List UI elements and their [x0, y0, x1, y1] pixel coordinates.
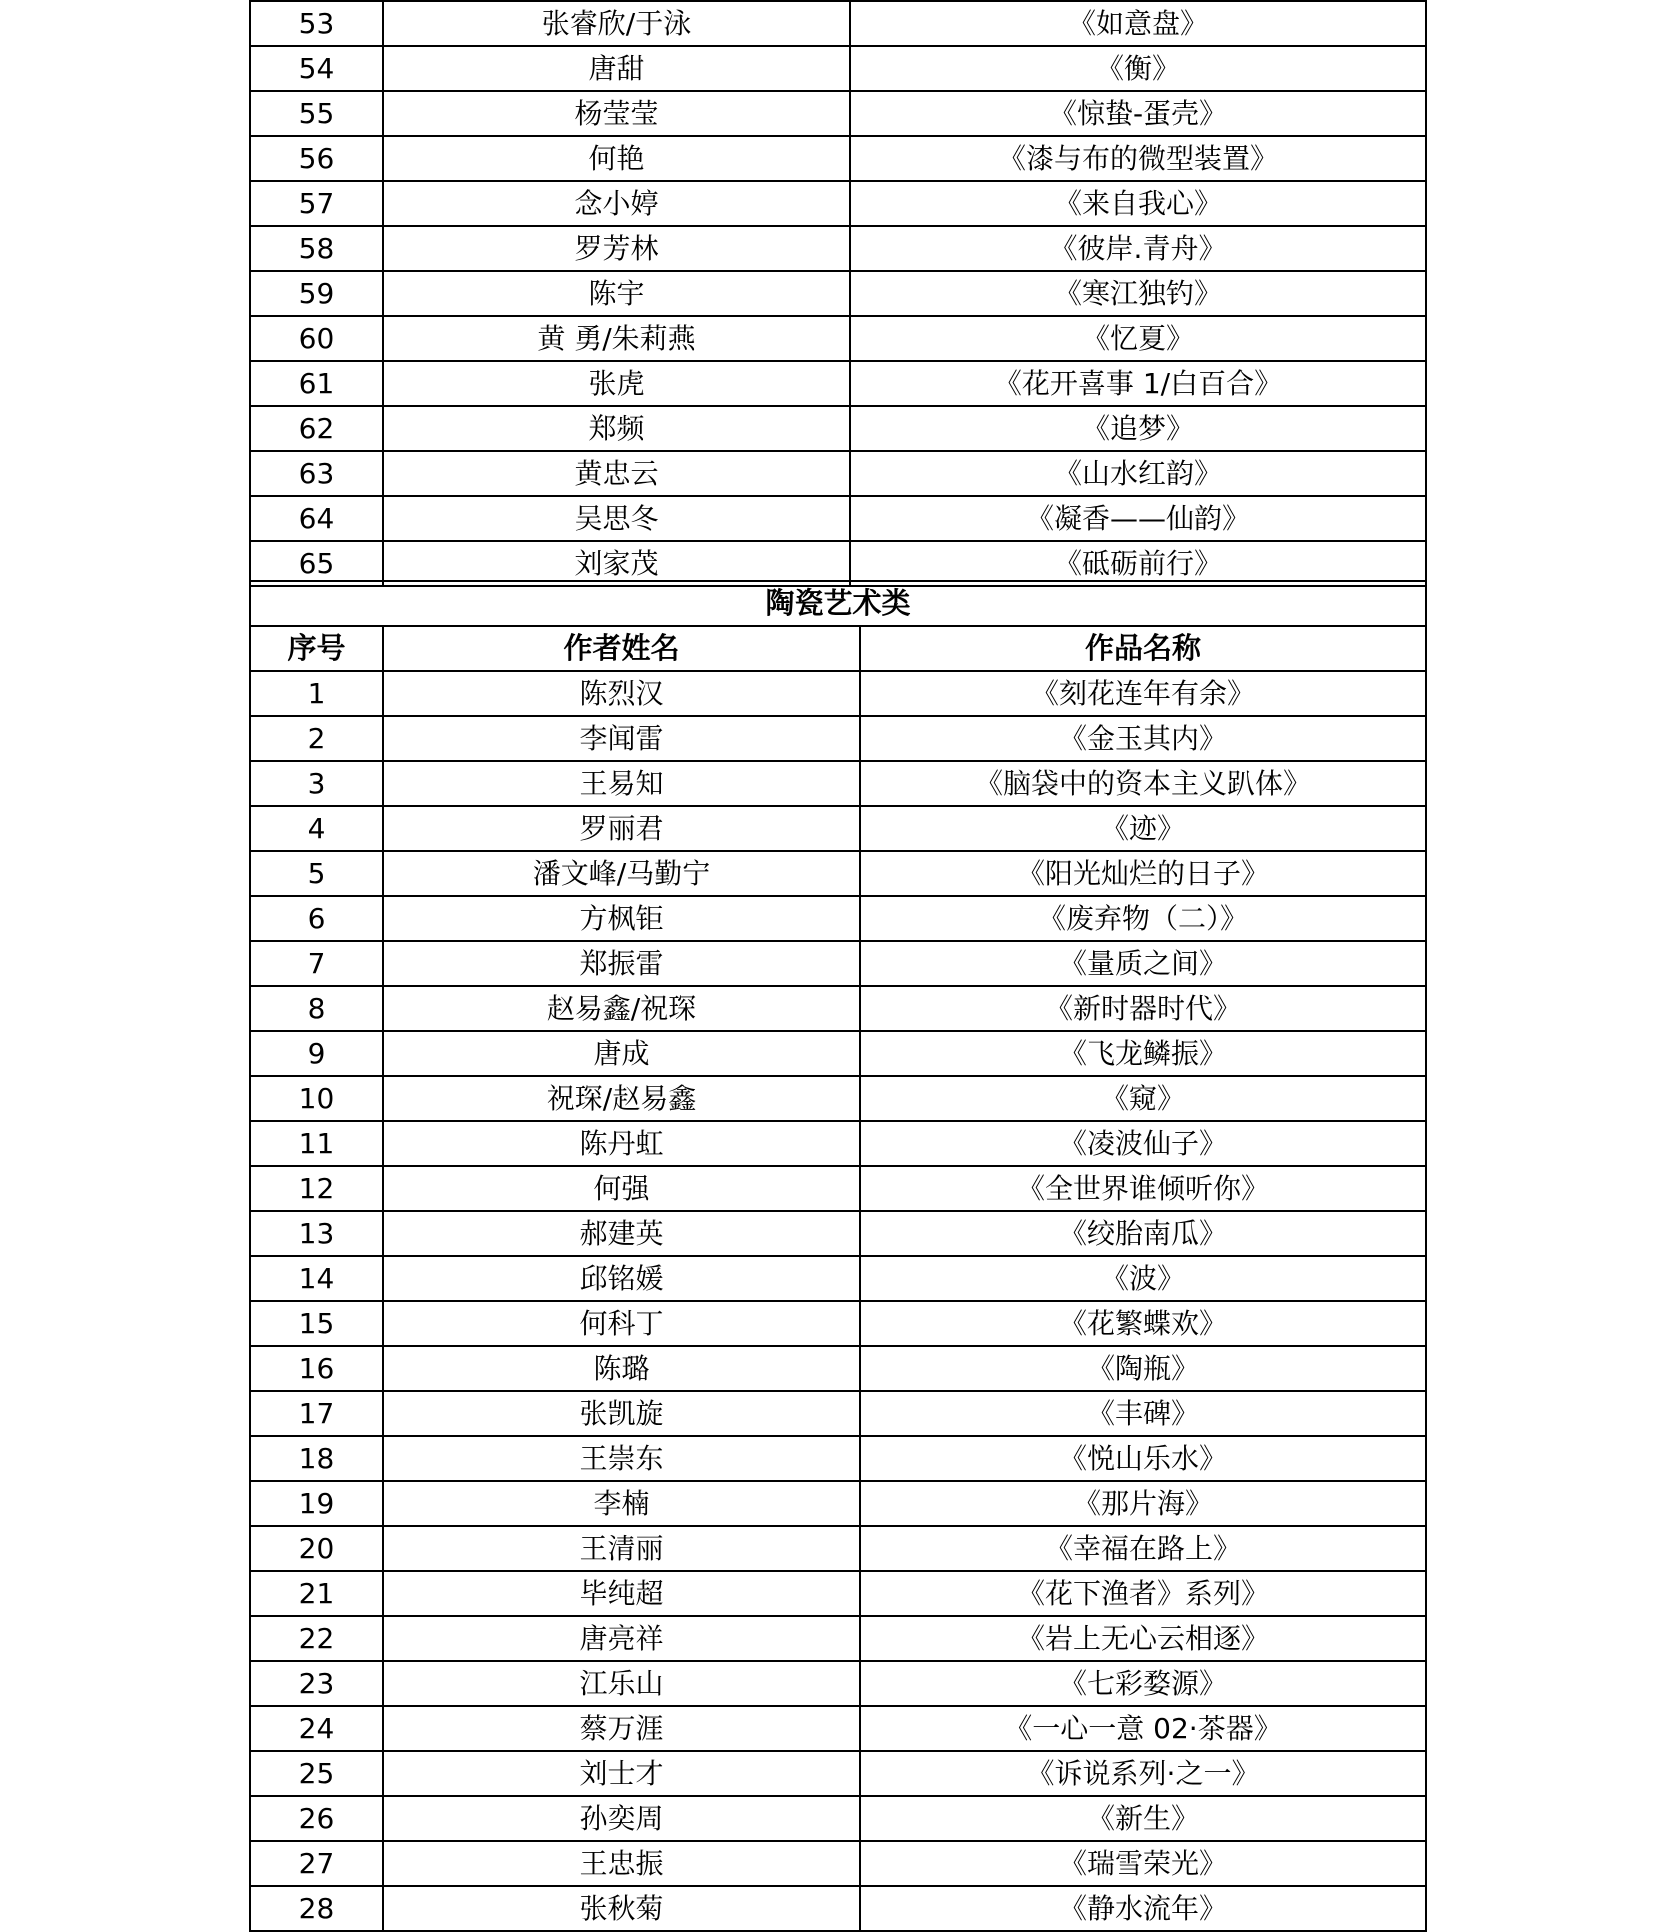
author-name: 何艳 [383, 136, 850, 181]
work-title: 《如意盘》 [850, 1, 1426, 46]
author-name: 王清丽 [383, 1526, 860, 1571]
work-title: 《新生》 [860, 1796, 1426, 1841]
table-row [250, 226, 1426, 271]
row-number: 57 [250, 181, 383, 226]
work-title: 《波》 [860, 1256, 1426, 1301]
section-title: 陶瓷艺术类 [250, 581, 1426, 626]
work-title: 《花繁蝶欢》 [860, 1301, 1426, 1346]
table-row [250, 136, 1426, 181]
row-number: 53 [250, 1, 383, 46]
row-number: 14 [250, 1256, 383, 1301]
row-number: 10 [250, 1076, 383, 1121]
row-number: 60 [250, 316, 383, 361]
table-row [250, 1796, 1426, 1841]
row-number: 64 [250, 496, 383, 541]
row-number: 21 [250, 1571, 383, 1616]
table-row [250, 46, 1426, 91]
author-name: 潘文峰/马勤宁 [383, 851, 860, 896]
table-row [250, 1571, 1426, 1616]
row-number: 63 [250, 451, 383, 496]
work-title: 《那片海》 [860, 1481, 1426, 1526]
awards-table-continued [249, 0, 1427, 587]
row-number: 26 [250, 1796, 383, 1841]
author-name: 孙奕周 [383, 1796, 860, 1841]
work-title: 《迹》 [860, 806, 1426, 851]
row-number: 2 [250, 716, 383, 761]
table-row [250, 1256, 1426, 1301]
row-number: 25 [250, 1751, 383, 1796]
table-row [250, 1706, 1426, 1751]
table-row [250, 1841, 1426, 1886]
row-number: 22 [250, 1616, 383, 1661]
author-name: 李闻雷 [383, 716, 860, 761]
work-title: 《静水流年》 [860, 1886, 1426, 1931]
work-title: 《绞胎南瓜》 [860, 1211, 1426, 1256]
work-title: 《陶瓶》 [860, 1346, 1426, 1391]
table-row [250, 806, 1426, 851]
work-title: 《悦山乐水》 [860, 1436, 1426, 1481]
row-number: 59 [250, 271, 383, 316]
work-title: 《阳光灿烂的日子》 [860, 851, 1426, 896]
work-title: 《废弃物（二）》 [860, 896, 1426, 941]
table-row [250, 761, 1426, 806]
table-row [250, 1346, 1426, 1391]
author-name: 唐甜 [383, 46, 850, 91]
row-number: 9 [250, 1031, 383, 1076]
ceramics-table [249, 580, 1427, 1932]
work-title: 《金玉其内》 [860, 716, 1426, 761]
row-number: 17 [250, 1391, 383, 1436]
table-row [250, 896, 1426, 941]
row-number: 24 [250, 1706, 383, 1751]
author-name: 何强 [383, 1166, 860, 1211]
author-name: 黄忠云 [383, 451, 850, 496]
author-name: 毕纯超 [383, 1571, 860, 1616]
work-title: 《岩上无心云相逐》 [860, 1616, 1426, 1661]
author-name: 杨莹莹 [383, 91, 850, 136]
author-name: 刘士才 [383, 1751, 860, 1796]
awards-table-body [250, 1, 1426, 586]
row-number: 56 [250, 136, 383, 181]
author-name: 陈丹虹 [383, 1121, 860, 1166]
table-row [250, 1436, 1426, 1481]
work-title: 《彼岸.青舟》 [850, 226, 1426, 271]
work-title: 《幸福在路上》 [860, 1526, 1426, 1571]
row-number: 62 [250, 406, 383, 451]
author-name: 祝琛/赵易鑫 [383, 1076, 860, 1121]
table-row [250, 671, 1426, 716]
author-name: 张睿欣/于泳 [383, 1, 850, 46]
author-name: 念小婷 [383, 181, 850, 226]
table-row [250, 1751, 1426, 1796]
table-row [250, 1301, 1426, 1346]
table-row [250, 1, 1426, 46]
row-number: 18 [250, 1436, 383, 1481]
work-title: 《丰碑》 [860, 1391, 1426, 1436]
author-name: 邱铭媛 [383, 1256, 860, 1301]
work-title: 《七彩婺源》 [860, 1661, 1426, 1706]
ceramics-table-body [250, 581, 1426, 1931]
work-title: 《量质之间》 [860, 941, 1426, 986]
table-row [250, 1211, 1426, 1256]
author-name: 郑振雷 [383, 941, 860, 986]
row-number: 27 [250, 1841, 383, 1886]
table-row [250, 1616, 1426, 1661]
table-row [250, 851, 1426, 896]
author-name: 方枫钜 [383, 896, 860, 941]
work-title: 《窥》 [860, 1076, 1426, 1121]
work-title: 《衡》 [850, 46, 1426, 91]
work-title: 《凌波仙子》 [860, 1121, 1426, 1166]
table-row [250, 1121, 1426, 1166]
row-number: 13 [250, 1211, 383, 1256]
work-title: 《花下渔者》系列》 [860, 1571, 1426, 1616]
author-name: 唐成 [383, 1031, 860, 1076]
work-title: 《山水红韵》 [850, 451, 1426, 496]
work-title: 《刻花连年有余》 [860, 671, 1426, 716]
author-name: 唐亮祥 [383, 1616, 860, 1661]
work-title: 《瑞雪荣光》 [860, 1841, 1426, 1886]
table-row [250, 1076, 1426, 1121]
work-title: 《全世界谁倾听你》 [860, 1166, 1426, 1211]
row-number: 19 [250, 1481, 383, 1526]
work-title: 《忆夏》 [850, 316, 1426, 361]
row-number: 11 [250, 1121, 383, 1166]
table-row [250, 716, 1426, 761]
table-row [250, 1661, 1426, 1706]
header-work: 作品名称 [860, 626, 1426, 671]
author-name: 江乐山 [383, 1661, 860, 1706]
row-number: 12 [250, 1166, 383, 1211]
work-title: 《漆与布的微型装置》 [850, 136, 1426, 181]
work-title: 《一心一意 02·茶器》 [860, 1706, 1426, 1751]
table-row [250, 451, 1426, 496]
author-name: 郑频 [383, 406, 850, 451]
author-name: 黄 勇/朱莉燕 [383, 316, 850, 361]
table-row [250, 941, 1426, 986]
table-header-row [250, 626, 1426, 671]
row-number: 5 [250, 851, 383, 896]
author-name: 王忠振 [383, 1841, 860, 1886]
author-name: 赵易鑫/祝琛 [383, 986, 860, 1031]
work-title: 《寒江独钓》 [850, 271, 1426, 316]
author-name: 刘家茂 [383, 541, 850, 586]
work-title: 《花开喜事 1/白百合》 [850, 361, 1426, 406]
row-number: 55 [250, 91, 383, 136]
author-name: 陈烈汉 [383, 671, 860, 716]
row-number: 65 [250, 541, 383, 586]
author-name: 郝建英 [383, 1211, 860, 1256]
table-row [250, 1391, 1426, 1436]
author-name: 张虎 [383, 361, 850, 406]
work-title: 《飞龙鳞振》 [860, 1031, 1426, 1076]
row-number: 20 [250, 1526, 383, 1571]
row-number: 61 [250, 361, 383, 406]
row-number: 4 [250, 806, 383, 851]
table-row [250, 271, 1426, 316]
author-name: 罗芳林 [383, 226, 850, 271]
table-row [250, 316, 1426, 361]
row-number: 3 [250, 761, 383, 806]
header-no: 序号 [250, 626, 383, 671]
work-title: 《诉说系列·之一》 [860, 1751, 1426, 1796]
row-number: 23 [250, 1661, 383, 1706]
author-name: 王崇东 [383, 1436, 860, 1481]
author-name: 李楠 [383, 1481, 860, 1526]
work-title: 《砥砺前行》 [850, 541, 1426, 586]
author-name: 陈宇 [383, 271, 850, 316]
author-name: 罗丽君 [383, 806, 860, 851]
author-name: 吴思冬 [383, 496, 850, 541]
table-row [250, 986, 1426, 1031]
author-name: 蔡万涯 [383, 1706, 860, 1751]
table-row [250, 1481, 1426, 1526]
row-number: 6 [250, 896, 383, 941]
work-title: 《追梦》 [850, 406, 1426, 451]
author-name: 陈璐 [383, 1346, 860, 1391]
row-number: 28 [250, 1886, 383, 1931]
row-number: 1 [250, 671, 383, 716]
table-row [250, 91, 1426, 136]
table-row [250, 181, 1426, 226]
header-author: 作者姓名 [383, 626, 860, 671]
work-title: 《新时器时代》 [860, 986, 1426, 1031]
author-name: 张秋菊 [383, 1886, 860, 1931]
author-name: 王易知 [383, 761, 860, 806]
table-row [250, 496, 1426, 541]
work-title: 《凝香——仙韵》 [850, 496, 1426, 541]
work-title: 《脑袋中的资本主义趴体》 [860, 761, 1426, 806]
row-number: 15 [250, 1301, 383, 1346]
table-row [250, 1526, 1426, 1571]
row-number: 54 [250, 46, 383, 91]
table-row [250, 1031, 1426, 1076]
table-row [250, 1886, 1426, 1931]
table-row [250, 1166, 1426, 1211]
author-name: 张凯旋 [383, 1391, 860, 1436]
author-name: 何科丁 [383, 1301, 860, 1346]
table-row [250, 361, 1426, 406]
row-number: 7 [250, 941, 383, 986]
work-title: 《惊蛰-蛋壳》 [850, 91, 1426, 136]
row-number: 8 [250, 986, 383, 1031]
work-title: 《来自我心》 [850, 181, 1426, 226]
row-number: 58 [250, 226, 383, 271]
section-title-row [250, 581, 1426, 626]
table-row [250, 406, 1426, 451]
row-number: 16 [250, 1346, 383, 1391]
